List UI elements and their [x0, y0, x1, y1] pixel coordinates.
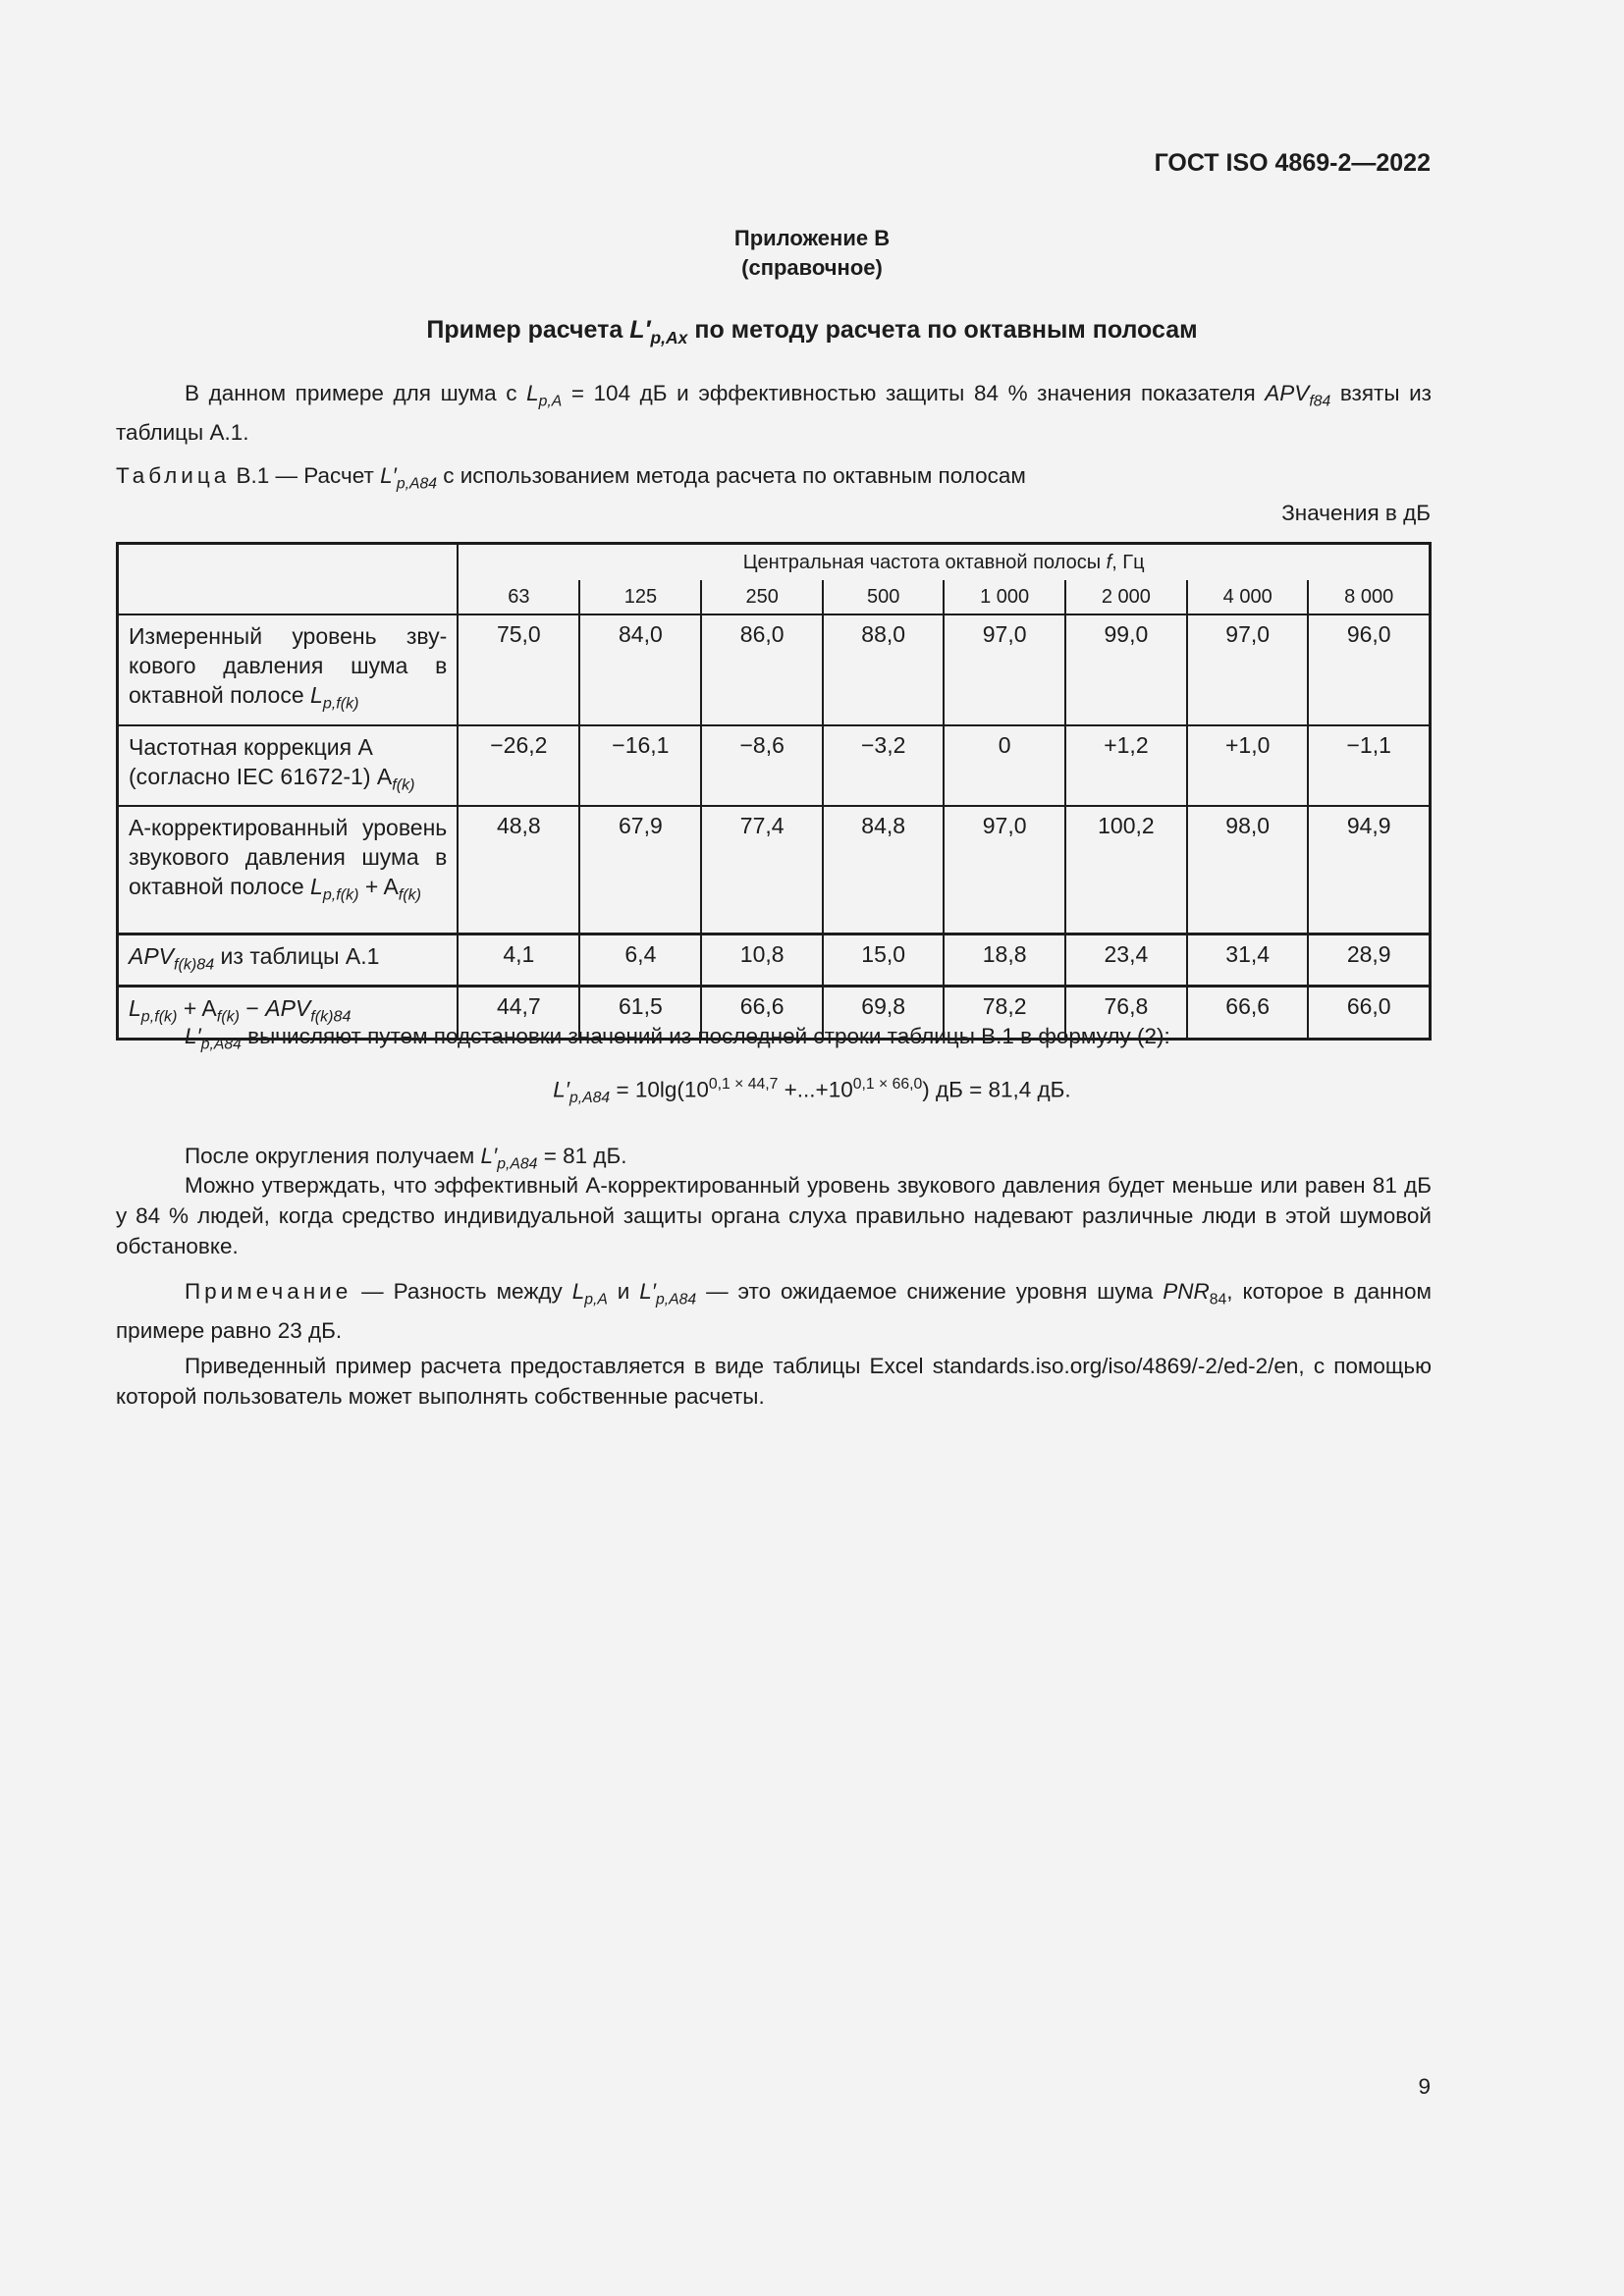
intro-symbol-l: L — [526, 381, 539, 405]
value-cell: 78,2 — [944, 987, 1064, 1040]
value-cell: 96,0 — [1308, 614, 1430, 725]
value-cell: −8,6 — [701, 725, 823, 807]
table-row — [118, 614, 1431, 725]
value-cell: 66,6 — [1187, 987, 1309, 1040]
row-label-sub: f(k)84 — [174, 955, 215, 974]
value-cell: 0 — [944, 725, 1064, 807]
value-cell: 28,9 — [1308, 934, 1430, 987]
value-cell: 18,8 — [944, 934, 1064, 987]
freq-cell: 63 — [458, 580, 579, 614]
intro-symbol-apv: APV — [1265, 381, 1310, 405]
value-cell: 69,8 — [823, 987, 945, 1040]
header-frequency-caption — [458, 544, 1430, 581]
value-cell: 76,8 — [1065, 987, 1187, 1040]
table-caption-symbol: L′ — [380, 463, 397, 488]
page-number: 9 — [1418, 2074, 1431, 2099]
freq-cell: 250 — [701, 580, 823, 614]
intro-sub-pa: p,A — [538, 393, 563, 410]
value-cell: 97,0 — [944, 806, 1064, 934]
value-cell: 100,2 — [1065, 806, 1187, 934]
value-cell: 84,0 — [579, 614, 701, 725]
title-symbol: L′ — [629, 316, 651, 344]
row-label-sub-2: f(k) — [398, 885, 422, 904]
note-text-c: — это ожидаемое снижение уровня шума — [696, 1279, 1164, 1304]
value-cell: 84,8 — [823, 806, 945, 934]
row-label-text: из таблицы А.1 — [214, 942, 380, 969]
freq-cell: 8 000 — [1308, 580, 1430, 614]
value-cell: −1,1 — [1308, 725, 1430, 807]
table-header-row — [118, 544, 1431, 581]
row-label-text-2: + A — [358, 874, 399, 900]
section-title — [0, 316, 1624, 348]
row-label-text: Измеренный уровень звукового давления шума в октавной полосе — [129, 623, 448, 708]
formula-sub: p,A84 — [569, 1090, 611, 1106]
row-label-symbol: APV — [129, 942, 175, 969]
header-caption-symbol: f — [1106, 551, 1112, 573]
rounding-sub: p,A84 — [497, 1155, 538, 1173]
row-label-symbol: A — [376, 763, 393, 789]
value-cell: 86,0 — [701, 614, 823, 725]
value-cell: 66,0 — [1308, 987, 1430, 1040]
table-units: Значения в дБ — [1281, 501, 1431, 525]
row-label-symbol: L — [310, 874, 323, 900]
table-caption-a: В.1 — Расчет — [230, 463, 381, 488]
value-cell: 4,1 — [458, 934, 579, 987]
value-cell: −26,2 — [458, 725, 579, 807]
note-label: Примечание — [185, 1279, 352, 1304]
row-label-text-2: + A — [177, 995, 217, 1022]
intro-paragraph — [116, 378, 1432, 448]
value-cell: 10,8 — [701, 934, 823, 987]
value-cell: +1,0 — [1187, 725, 1309, 807]
table-row — [118, 725, 1431, 807]
value-cell: 77,4 — [701, 806, 823, 934]
row-label-sub: f(k) — [392, 775, 415, 794]
note-sub-2: p,A84 — [656, 1291, 697, 1308]
claim-paragraph: Можно утверждать, что эффективный А-корректированный уровень звукового давления будет меньше или равен 81 дБ у 84 % людей, когда средство индивидуальной защиты органа слуха правильно надевают различные люди в этой шумовой обстановке. — [116, 1173, 1432, 1258]
rounding-symbol: L′ — [480, 1144, 498, 1168]
after-table-text: вычисляют путем подстановки значений из последней строки таблицы В.1 в формулу (2): — [241, 1024, 1170, 1048]
formula-exponent-2: 0,1 × 66,0 — [852, 1076, 923, 1093]
after-table-paragraph — [116, 1021, 1432, 1060]
intro-text-b: = 104 дБ и эффективностью защиты 84 % значения показателя — [562, 381, 1266, 405]
header-empty-cell — [118, 544, 459, 615]
title-suffix: по методу расчета по октавным полосам — [687, 316, 1198, 344]
intro-text-a: В данном примере для шума с — [185, 381, 527, 405]
freq-cell: 500 — [823, 580, 945, 614]
freq-cell: 1 000 — [944, 580, 1064, 614]
value-cell: 67,9 — [579, 806, 701, 934]
table-caption-label: Таблица — [116, 463, 231, 488]
value-cell: 15,0 — [823, 934, 945, 987]
value-cell: 44,7 — [458, 987, 579, 1040]
value-cell: 48,8 — [458, 806, 579, 934]
row-label-symbol: L — [129, 995, 141, 1022]
formula-symbol: L′ — [553, 1077, 570, 1102]
value-cell: 97,0 — [1187, 614, 1309, 725]
note-sub-1: p,A — [584, 1291, 608, 1308]
note-text-b: и — [607, 1279, 640, 1304]
value-cell: 31,4 — [1187, 934, 1309, 987]
note-paragraph — [116, 1276, 1432, 1346]
freq-cell: 2 000 — [1065, 580, 1187, 614]
table-row — [118, 934, 1431, 987]
rounding-text-b: = 81 дБ. — [537, 1144, 627, 1168]
row-label — [118, 725, 459, 807]
title-subscript: p,Ax — [650, 328, 688, 347]
value-cell: 23,4 — [1065, 934, 1187, 987]
note-symbol-2: L′ — [639, 1279, 657, 1304]
row-label — [118, 934, 459, 987]
calculation-table — [116, 542, 1432, 1041]
row-label-text-3: − — [240, 995, 266, 1022]
row-label-sub: p,f(k) — [322, 694, 359, 713]
table-caption-sub: p,A84 — [396, 475, 437, 493]
value-cell: 99,0 — [1065, 614, 1187, 725]
row-label-text: Частотная коррекция А (согласно IEC 61672-1) — [129, 733, 377, 789]
table-caption — [116, 463, 1026, 494]
after-table-sub: p,A84 — [200, 1036, 242, 1053]
intro-text-c: взяты из таблицы А.1. — [116, 381, 1432, 445]
note-symbol-3: PNR — [1163, 1279, 1210, 1304]
row-label-text: А-корректированный уровень звукового давления шума в октавной полосе — [129, 815, 448, 900]
header-caption-a: Центральная частота октавной полосы — [742, 551, 1107, 573]
note-text-a: — Разность между — [352, 1279, 572, 1304]
value-cell: 94,9 — [1308, 806, 1430, 934]
formula-exponent-1: 0,1 × 44,7 — [708, 1076, 779, 1093]
annex-kind: (справочное) — [741, 255, 883, 280]
formula — [0, 1076, 1624, 1107]
formula-part-b: +...+10 — [778, 1077, 853, 1102]
row-label-symbol-3: APV — [265, 995, 311, 1022]
value-cell: 66,6 — [701, 987, 823, 1040]
header-caption-b: , Гц — [1111, 551, 1145, 573]
row-label-sub: p,f(k) — [322, 885, 359, 904]
freq-cell: 4 000 — [1187, 580, 1309, 614]
value-cell: 6,4 — [579, 934, 701, 987]
value-cell: 75,0 — [458, 614, 579, 725]
note-symbol-1: L — [571, 1279, 585, 1304]
value-cell: +1,2 — [1065, 725, 1187, 807]
excel-paragraph: Приведенный пример расчета предоставляется в виде таблицы Excel standards.iso.org/iso/4869/-2/ed-2/en, с помощью которой пользователь может выполнять собственные расчеты. — [116, 1354, 1432, 1409]
value-cell: −16,1 — [579, 725, 701, 807]
document-code: ГОСТ ISO 4869-2—2022 — [1154, 149, 1431, 177]
rounding-text-a: После округления получаем — [185, 1144, 481, 1168]
note-text-d: , которое в данном примере равно 23 дБ. — [116, 1279, 1432, 1343]
row-label-sub-2: f(k) — [216, 1007, 241, 1026]
freq-cell: 125 — [579, 580, 701, 614]
table-row — [118, 806, 1431, 934]
note-sub-3: 84 — [1209, 1291, 1227, 1308]
value-cell: 88,0 — [823, 614, 945, 725]
row-label-sub: p,f(k) — [140, 1007, 178, 1026]
formula-part-a: = 10lg(10 — [610, 1077, 709, 1102]
value-cell: 61,5 — [579, 987, 701, 1040]
row-label-sub-3: f(k)84 — [310, 1007, 352, 1026]
value-cell: −3,2 — [823, 725, 945, 807]
row-label — [118, 806, 459, 934]
annex-title: Приложение В — [733, 226, 891, 250]
after-table-symbol: L′ — [185, 1024, 201, 1048]
table-caption-b: с использованием метода расчета по октавным полосам — [436, 463, 1026, 488]
value-cell: 97,0 — [944, 614, 1064, 725]
intro-sub-f84: f84 — [1309, 393, 1331, 410]
annex-heading — [0, 224, 1624, 283]
row-label — [118, 614, 459, 725]
title-prefix: Пример расчета — [426, 316, 630, 344]
formula-part-c: ) дБ = 81,4 дБ. — [922, 1077, 1071, 1102]
row-label-symbol: L — [310, 682, 323, 708]
value-cell: 98,0 — [1187, 806, 1309, 934]
